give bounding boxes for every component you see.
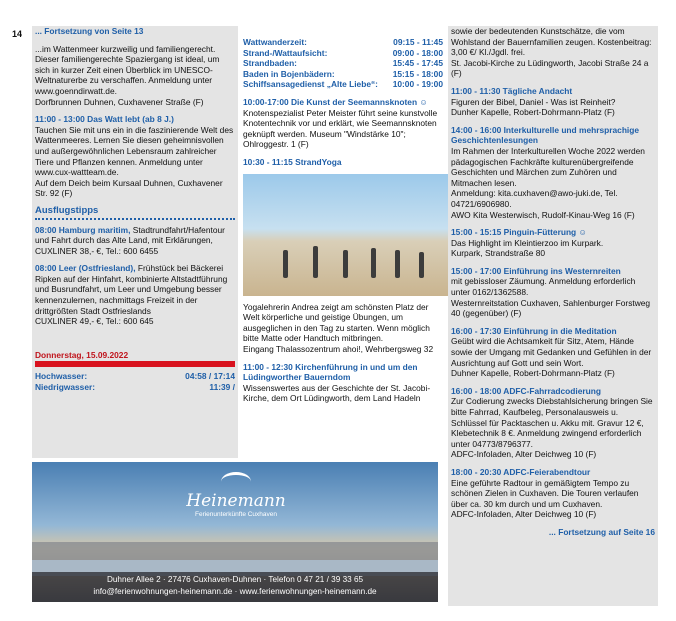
event-meditation [451,326,655,379]
day-heading: Donnerstag, 15.09.2022 [35,349,129,360]
event-text: Tauchen Sie mit uns ein in die faszinierende Welt des Wattenmeeres. Lernen Sie diesen geheimnisvollen und außergewöhnlichen Lebensraum zahlreicher Tiere und Pflanzen kennen. Anmeldung unter www.cux-wattteam.de. [35,124,234,178]
event-title: 11:00 - 11:30 Tägliche Andacht [451,85,573,96]
times-row [243,48,443,59]
brand-name: Heinemann [186,491,286,511]
event-text: Wissenswertes aus der Geschichte der St. Jacobi-Kirche, dem Ort Lüdingworth, dem Land Hadeln [243,382,431,404]
brand-subtitle: Ferienunterkünfte Cuxhaven [194,511,278,518]
event-location: ADFC-Infoladen, Alter Deichweg 10 (F) [451,449,597,460]
times-table [243,37,443,90]
tide-value: 11:39 / [209,382,235,393]
times-row [243,37,443,48]
event-title: 18:00 - 20:30 ADFC-Feierabendtour [451,466,591,477]
times-label: Schiffsansagedienst „Alte Liebe“: [243,79,378,90]
event-title: 16:00 - 17:30 Einführung in die Meditation [451,325,617,336]
trip-text: Frühstück bei Bäckerei Ripken auf der Hinfahrt, kombinierte Altstadtführung und Busrundfahrt, um Leer und Umgebung besser kennenzulernen, nachmittags Freizeit in der drittgrößten Stadt Ostfrieslands [35,263,228,316]
tide-label: Niedrigwasser: [35,382,96,393]
event-location: Kurpark, Strandstraße 80 [451,248,546,259]
continued-from: ... Fortsetzung von Seite 13 [35,26,144,36]
event-text: Eine geführte Radtour in gemäßigtem Tempo zu schönen Zielen in Cuxhaven. Die Touren verlaufen über ca. 30 km durch und um Cuxhaven. [451,477,639,509]
event-title: 11:00 - 13:00 Das Watt lebt (ab 8 J.) [35,114,174,125]
wave-icon [221,472,251,491]
beach-yoga-photo [243,174,449,296]
tide-label: Hochwasser: [35,371,88,382]
brand-logo [182,472,290,519]
event-title: 15:00 - 15:15 Pinguin-Fütterung ☺ [451,227,588,238]
event-title: 14:00 - 16:00 Interkulturelle und mehrsprachige Geschichtenlesungen [451,124,640,146]
section-heading: Ausflugstipps [35,206,235,220]
continued-to: ... Fortsetzung auf Seite 16 [548,526,655,537]
tide-row [35,371,235,382]
event-adfc-codierung [451,386,655,460]
person-figure [343,250,348,278]
event-yoga [243,302,443,355]
ad-address: Duhner Allee 2 · 27476 Cuxhaven-Duhnen · Telefon 0 47 21 / 39 33 65 [106,575,364,584]
event-text: Zur Codierung zwecks Diebstahlsicherung bringen Sie bitte Fahrrad, Kaufbeleg, Personalausweis u. Schlüssel für Packtaschen u. Akku mit. Gravur 12 €, Klebetechnik 8 €. Anmeldung zwingend erforderlich unter 04773/8796377. [451,396,653,449]
event-text: Figuren der Bibel, Daniel - Was ist Reinheit? [451,96,616,107]
event-text: Im Rahmen der Interkulturellen Woche 2022 werden pädagogischen Fachkräfte kulturenübergreifende Geschichten und Märchen zum Zuhören und Mitmachen lesen. [451,145,645,188]
event-text: mit gebissloser Zäumung. Anmeldung erforderlich unter 0162/1362588. [451,276,636,298]
event-location: St. Jacobi-Kirche zu Lüdingworth, Jacobi Straße 24 a (F) [451,57,649,79]
person-figure [313,246,318,278]
event-title: 11:00 - 12:30 Kirchenführung in und um den Lüdingworther Bauerndom [243,361,418,383]
tide-table [35,371,235,392]
intro-text: ...im Wattenmeer kurzweilig und familiengerecht. Dieser familiengerechte Spaziergang ist ideal, um sich in kurzer Zeit einen Überblick im UNESCO-Weltnaturerbe zu verschaffen. Anmeldung unter www.goenndirwatt.de. [35,43,220,96]
column-left [32,26,238,458]
event-adfc-tour [451,467,655,520]
event-knots [243,97,443,150]
town-skyline [32,542,438,560]
event-pinguin [451,227,655,259]
person-figure [283,250,288,278]
page-number: 14 [12,29,23,39]
event-location: Eingang Thalassozentrum ahoi!, Wehrbergsweg 32 [243,343,434,354]
heinemann-advertisement [32,462,438,602]
times-value: 09:00 - 18:00 [392,47,443,58]
times-row [243,58,443,69]
event-text: sowie der bedeutenden Kunstschätze, die vom Wohlstand der Bauernfamilien zeugen. Kostenbeitrag: 3,00 €/ Kl./Jgdl. frei. [451,26,652,58]
event-location: Duhner Kapelle, Robert-Dohrmann-Platz (F) [451,368,615,379]
event-church-continued [451,26,655,79]
trip-title: 08:00 Hamburg maritim, [35,224,131,235]
trip-leer [35,263,235,327]
event-title: 10:00-17:00 Die Kunst der Seemannsknoten ☺ [243,96,428,107]
intro-event [35,44,235,108]
event-andacht [451,86,655,118]
event-church [243,362,443,404]
event-location: Dunher Kapelle, Robert-Dohrmann-Platz (F) [451,107,615,118]
person-figure [371,248,376,278]
trip-price: CUXLINER 49,- €, Tel.: 600 645 [35,316,154,327]
event-contact: Anmeldung: kita.cuxhaven@awo-juki.de, Tel. 04721/6906980. [451,188,618,209]
times-value: 15:15 - 18:00 [392,68,443,79]
intro-location: Dorfbrunnen Duhnen, Cuxhavener Straße (F) [35,96,204,107]
column-middle [240,26,446,411]
times-value: 15:45 - 17:45 [392,58,443,69]
event-location: AWO Kita Westerwisch, Rudolf-Kinau-Weg 16 (F) [451,209,635,220]
person-figure [419,252,424,278]
event-text: Geübt wird die Achtsamkeit für Sitz, Atem, Hände sowie der Umgang mit Gedanken und Gefühlen in der Ausrichtung auf Gott und sein Wort. [451,336,652,368]
event-geschichten [451,125,655,220]
event-location: Auf dem Deich beim Kursaal Duhnen, Cuxhavener Str. 92 (F) [35,177,223,199]
event-title: 15:00 - 17:00 Einführung ins Westernreiten [451,265,621,276]
event-text: Das Highlight im Kleintierzoo im Kurpark. [451,237,604,248]
event-location: Museum "Windstärke 10"; Ohlroggestr. 1 (F) [243,128,406,150]
ad-web: info@ferienwohnungen-heinemann.de · www.ferienwohnungen-heinemann.de [93,587,377,596]
trip-text: Stadtrundfahrt/Hafentour und Fahrt durch das Alte Land, mit Erklärungen, CUXLINER 38,- €, Tel.: 600 6455 [35,224,225,256]
event-watt [35,114,235,199]
times-label: Baden in Bojenbädern: [243,68,335,79]
event-reiten [451,266,655,319]
event-location: Westernreitstation Cuxhaven, Sahlenburger Forstweg 40 (gegenüber) (F) [451,297,651,319]
times-label: Strandbaden: [243,58,297,69]
person-figure [395,250,400,278]
ad-contact-bar [32,572,438,602]
times-label: Wattwanderzeit: [243,37,307,47]
times-label: Strand-/Wattaufsicht: [243,47,328,58]
event-text: Knotenspezialist Peter Meister führt seine kunstvolle Knotentechnik vor und erklärt, wie Seemannsknoten geknüpft werden. [243,107,438,139]
event-title: 16:00 - 18:00 ADFC-Fahrradcodierung [451,385,602,396]
trip-title: 08:00 Leer (Ostfriesland), [35,263,136,274]
trip-hamburg [35,225,235,257]
day-divider [35,361,235,367]
tide-row [35,382,235,393]
event-title: 10:30 - 11:15 StrandYoga [243,156,342,167]
column-right [448,26,658,606]
event-location: ADFC-Infoladen, Alter Deichweg 10 (F) [451,509,597,520]
times-row [243,69,443,80]
event-text: Yogalehrerin Andrea zeigt am schönsten Platz der Welt körperliche und geistige Übungen, um ausgeglichen in den Tag zu starten. Wenn möglich bitte Matte oder Handtuch mitbringen. [243,301,430,344]
times-value: 10:00 - 19:00 [392,79,443,90]
times-value: 09:15 - 11:45 [393,37,443,47]
tide-value: 04:58 / 17:14 [185,371,235,382]
times-row [243,79,443,90]
